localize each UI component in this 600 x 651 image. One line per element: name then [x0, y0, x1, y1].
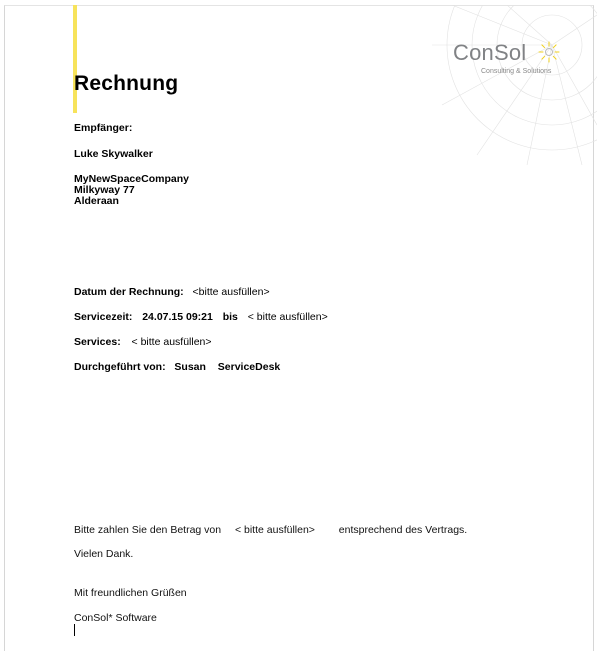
accent-bar: [73, 5, 77, 113]
sun-icon: [537, 40, 561, 64]
logo-grid-decoration: [432, 5, 597, 165]
performed-by-last: ServiceDesk: [217, 361, 281, 373]
recipient-label: Empfänger:: [74, 122, 133, 134]
logo-brand: ConSol: [453, 40, 527, 65]
payment-suffix: entsprechend des Vertrags.: [338, 524, 468, 536]
service-time-end[interactable]: < bitte ausfüllen>: [247, 311, 328, 323]
services-value[interactable]: < bitte ausfüllen>: [131, 336, 212, 348]
performed-by-first: Susan: [174, 361, 206, 373]
service-time-row: [74, 311, 328, 323]
payment-amount[interactable]: < bitte ausfüllen>: [234, 524, 315, 536]
invoice-date-label: Datum der Rechnung:: [74, 286, 184, 298]
services-row: [74, 336, 212, 348]
recipient-name: Luke Skywalker: [74, 148, 153, 160]
performed-by-label: Durchgeführt von:: [74, 361, 166, 373]
service-time-separator: bis: [222, 311, 238, 323]
address-line-company: MyNewSpaceCompany: [74, 173, 189, 185]
thanks-line: Vielen Dank.: [74, 548, 134, 560]
performed-by-row: [74, 361, 280, 373]
address-line-street: Milkyway 77: [74, 184, 135, 196]
invoice-date-value[interactable]: <bitte ausfüllen>: [192, 286, 270, 298]
payment-line: [74, 524, 467, 536]
payment-prefix: Bitte zahlen Sie den Betrag von: [74, 524, 222, 536]
services-label: Services:: [74, 336, 121, 348]
service-time-start: 24.07.15 09:21: [142, 311, 213, 323]
logo-tagline: Consulting & Solutions: [481, 68, 552, 75]
text-cursor[interactable]: [74, 624, 75, 636]
recipient-address: [74, 174, 189, 207]
service-time-label: Servicezeit:: [74, 311, 133, 323]
document-title: Rechnung: [74, 72, 179, 95]
signature-line: ConSol* Software: [74, 612, 157, 624]
invoice-date-row: [74, 286, 270, 298]
regards-line: Mit freundlichen Grüßen: [74, 587, 187, 599]
address-line-city: Alderaan: [74, 195, 119, 207]
